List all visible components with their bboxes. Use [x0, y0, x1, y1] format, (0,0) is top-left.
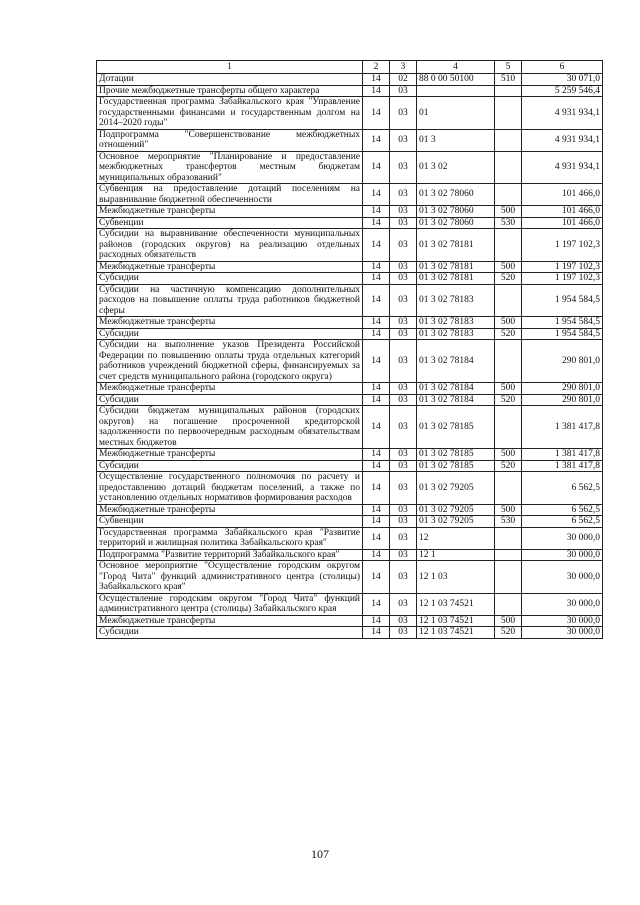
row-subsection: 03: [390, 151, 417, 184]
row-amount: 1 954 584,5: [522, 328, 603, 340]
row-expense-type: [495, 85, 522, 97]
row-section: 14: [363, 206, 390, 218]
table-row: [97, 383, 603, 395]
row-name: Субсидии: [97, 627, 363, 639]
budget-table: [96, 60, 603, 639]
row-section: 14: [363, 549, 390, 561]
row-target-article: 12: [417, 527, 495, 549]
row-target-article: 12 1 03 74521: [417, 627, 495, 639]
row-expense-type: 500: [495, 383, 522, 395]
row-section: 14: [363, 561, 390, 594]
row-amount: 4 931 934,1: [522, 151, 603, 184]
row-subsection: 03: [390, 273, 417, 285]
row-target-article: 12 1 03 74521: [417, 593, 495, 615]
row-amount: 1 954 584,5: [522, 284, 603, 317]
row-expense-type: [495, 593, 522, 615]
row-subsection: 03: [390, 328, 417, 340]
row-section: 14: [363, 184, 390, 206]
row-name: Субвенции: [97, 516, 363, 528]
row-expense-type: 530: [495, 516, 522, 528]
row-expense-type: [495, 284, 522, 317]
row-name: Межбюджетные трансферты: [97, 615, 363, 627]
row-expense-type: 520: [495, 627, 522, 639]
row-name: Субсидии бюджетам муниципальных районов (городских округов) на погашение просроченной кредиторской задолженности по первоочередным расходным обязательствам местных бюджетов: [97, 406, 363, 449]
table-row: [97, 504, 603, 516]
row-target-article: 01 3: [417, 129, 495, 151]
row-amount: 1 381 417,8: [522, 460, 603, 472]
row-target-article: 01: [417, 97, 495, 130]
row-section: 14: [363, 328, 390, 340]
row-expense-type: [495, 340, 522, 383]
row-name: Субсидии на выполнение указов Президента Российской Федерации по повышению оплаты труда отдельных категорий работников учреждений бюджетной сферы, финансируемых за счет средств муниципального района (городского округа): [97, 340, 363, 383]
row-name: Государственная программа Забайкальского края "Развитие территорий и жилищная политика Забайкальского края": [97, 527, 363, 549]
row-subsection: 03: [390, 394, 417, 406]
row-section: 14: [363, 460, 390, 472]
row-expense-type: [495, 549, 522, 561]
row-expense-type: [495, 229, 522, 262]
row-expense-type: 500: [495, 615, 522, 627]
row-target-article: 88 0 00 50100: [417, 74, 495, 86]
row-amount: 30 000,0: [522, 627, 603, 639]
row-section: 14: [363, 151, 390, 184]
row-expense-type: 520: [495, 328, 522, 340]
row-target-article: 01 3 02 78184: [417, 383, 495, 395]
row-section: 14: [363, 449, 390, 461]
table-row: [97, 151, 603, 184]
table-row: [97, 406, 603, 449]
row-amount: 290 801,0: [522, 394, 603, 406]
row-section: 14: [363, 627, 390, 639]
table-row: [97, 217, 603, 229]
row-subsection: 03: [390, 627, 417, 639]
table-row: [97, 449, 603, 461]
row-subsection: 03: [390, 549, 417, 561]
row-section: 14: [363, 129, 390, 151]
table-row: [97, 85, 603, 97]
row-expense-type: [495, 561, 522, 594]
row-subsection: 03: [390, 527, 417, 549]
row-name: Субсидии: [97, 273, 363, 285]
row-subsection: 03: [390, 129, 417, 151]
row-section: 14: [363, 406, 390, 449]
row-name: Межбюджетные трансферты: [97, 449, 363, 461]
row-subsection: 03: [390, 97, 417, 130]
row-subsection: 03: [390, 261, 417, 273]
row-subsection: 03: [390, 284, 417, 317]
row-expense-type: 520: [495, 394, 522, 406]
table-body: [97, 74, 603, 639]
row-section: 14: [363, 284, 390, 317]
row-section: 14: [363, 217, 390, 229]
row-section: 14: [363, 527, 390, 549]
row-amount: 1 381 417,8: [522, 406, 603, 449]
table-row: [97, 97, 603, 130]
table-header-row: [97, 61, 603, 74]
row-target-article: 01 3 02 79205: [417, 472, 495, 505]
row-expense-type: [495, 151, 522, 184]
row-target-article: 01 3 02 78060: [417, 184, 495, 206]
row-name: Субвенция на предоставление дотаций поселениям на выравнивание бюджетной обеспеченности: [97, 184, 363, 206]
table-row: [97, 184, 603, 206]
table-row: [97, 527, 603, 549]
table-row: [97, 261, 603, 273]
row-expense-type: [495, 472, 522, 505]
row-section: 14: [363, 383, 390, 395]
row-subsection: 03: [390, 85, 417, 97]
row-expense-type: 500: [495, 317, 522, 329]
row-section: 14: [363, 97, 390, 130]
row-target-article: 01 3 02 78184: [417, 340, 495, 383]
row-expense-type: 500: [495, 206, 522, 218]
row-name: Дотации: [97, 74, 363, 86]
row-section: 14: [363, 394, 390, 406]
row-name: Прочие межбюджетные трансферты общего характера: [97, 85, 363, 97]
row-target-article: 12 1 03: [417, 561, 495, 594]
row-amount: 6 562,5: [522, 504, 603, 516]
row-target-article: 01 3 02 78185: [417, 406, 495, 449]
row-expense-type: 500: [495, 261, 522, 273]
row-section: 14: [363, 229, 390, 262]
row-target-article: 01 3 02 78184: [417, 394, 495, 406]
row-expense-type: 500: [495, 504, 522, 516]
row-name: Межбюджетные трансферты: [97, 504, 363, 516]
row-name: Межбюджетные трансферты: [97, 206, 363, 218]
row-target-article: [417, 85, 495, 97]
table-row: [97, 460, 603, 472]
row-name: Осуществление государственного полномочия по расчету и предоставлению дотаций бюджетам поселений, а также по установлению отдельных нормативов формирования расходов: [97, 472, 363, 505]
row-expense-type: 530: [495, 217, 522, 229]
row-section: 14: [363, 615, 390, 627]
row-target-article: 01 3 02 79205: [417, 504, 495, 516]
row-amount: 30 000,0: [522, 593, 603, 615]
row-section: 14: [363, 273, 390, 285]
row-amount: 5 259 546,4: [522, 85, 603, 97]
row-subsection: 03: [390, 460, 417, 472]
row-subsection: 03: [390, 406, 417, 449]
row-amount: 6 562,5: [522, 472, 603, 505]
row-name: Межбюджетные трансферты: [97, 317, 363, 329]
row-name: Основное мероприятие "Осуществление городским округом "Город Чита" функций административного центра (столицы) Забайкальского края": [97, 561, 363, 594]
table-row: [97, 561, 603, 594]
row-name: Подпрограмма "Совершенствование межбюджетных отношений": [97, 129, 363, 151]
table-row: [97, 273, 603, 285]
row-target-article: 01 3 02 78181: [417, 273, 495, 285]
row-amount: 290 801,0: [522, 340, 603, 383]
row-target-article: 01 3 02 78181: [417, 261, 495, 273]
header-col-5: 5: [495, 61, 522, 74]
row-amount: 6 562,5: [522, 516, 603, 528]
row-target-article: 01 3 02: [417, 151, 495, 184]
row-amount: 1 381 417,8: [522, 449, 603, 461]
row-amount: 1 954 584,5: [522, 317, 603, 329]
row-name: Осуществление городским округом "Город Чита" функций административного центра (столицы) Забайкальского края: [97, 593, 363, 615]
row-target-article: 01 3 02 79205: [417, 516, 495, 528]
table-row: [97, 328, 603, 340]
row-subsection: 03: [390, 449, 417, 461]
row-section: 14: [363, 74, 390, 86]
row-amount: 290 801,0: [522, 383, 603, 395]
row-name: Субсидии: [97, 394, 363, 406]
row-target-article: 01 3 02 78183: [417, 328, 495, 340]
row-subsection: 03: [390, 615, 417, 627]
row-expense-type: 520: [495, 273, 522, 285]
row-subsection: 03: [390, 383, 417, 395]
row-section: 14: [363, 504, 390, 516]
row-section: 14: [363, 85, 390, 97]
row-expense-type: 520: [495, 460, 522, 472]
row-subsection: 03: [390, 593, 417, 615]
table-row: [97, 74, 603, 86]
row-section: 14: [363, 516, 390, 528]
row-section: 14: [363, 340, 390, 383]
row-subsection: 03: [390, 340, 417, 383]
row-target-article: 01 3 02 78060: [417, 206, 495, 218]
row-target-article: 12 1: [417, 549, 495, 561]
row-target-article: 01 3 02 78183: [417, 284, 495, 317]
row-target-article: 01 3 02 78181: [417, 229, 495, 262]
row-target-article: 01 3 02 78060: [417, 217, 495, 229]
row-subsection: 03: [390, 504, 417, 516]
row-amount: 30 000,0: [522, 561, 603, 594]
row-amount: 101 466,0: [522, 217, 603, 229]
row-section: 14: [363, 593, 390, 615]
row-name: Межбюджетные трансферты: [97, 383, 363, 395]
table-row: [97, 472, 603, 505]
row-name: Субсидии на выравнивание обеспеченности муниципальных районов (городских округов) на реализацию отдельных расходных обязательств: [97, 229, 363, 262]
table-row: [97, 340, 603, 383]
row-amount: 4 931 934,1: [522, 97, 603, 130]
row-amount: 101 466,0: [522, 206, 603, 218]
table-row: [97, 516, 603, 528]
header-col-4: 4: [417, 61, 495, 74]
row-amount: 30 000,0: [522, 549, 603, 561]
row-name: Подпрограмма "Развитие территорий Забайкальского края": [97, 549, 363, 561]
row-amount: 30 000,0: [522, 615, 603, 627]
row-expense-type: [495, 129, 522, 151]
row-name: Субсидии: [97, 328, 363, 340]
row-name: Субсидии: [97, 460, 363, 472]
table-row: [97, 627, 603, 639]
page-number: 107: [311, 847, 329, 861]
table-row: [97, 129, 603, 151]
row-subsection: 02: [390, 74, 417, 86]
header-col-3: 3: [390, 61, 417, 74]
row-section: 14: [363, 472, 390, 505]
row-target-article: 01 3 02 78185: [417, 449, 495, 461]
row-subsection: 03: [390, 184, 417, 206]
row-target-article: 01 3 02 78185: [417, 460, 495, 472]
row-target-article: 01 3 02 78183: [417, 317, 495, 329]
row-subsection: 03: [390, 317, 417, 329]
table-row: [97, 549, 603, 561]
row-name: Основное мероприятие "Планирование и предоставление межбюджетных трансфертов местным бюджетам муниципальных образований": [97, 151, 363, 184]
row-target-article: 12 1 03 74521: [417, 615, 495, 627]
row-expense-type: [495, 184, 522, 206]
header-col-1: 1: [97, 61, 363, 74]
row-amount: 1 197 102,3: [522, 261, 603, 273]
row-subsection: 03: [390, 229, 417, 262]
header-col-2: 2: [363, 61, 390, 74]
table-row: [97, 206, 603, 218]
table-row: [97, 593, 603, 615]
row-name: Субвенции: [97, 217, 363, 229]
row-amount: 30 071,0: [522, 74, 603, 86]
table-row: [97, 615, 603, 627]
table-row: [97, 284, 603, 317]
row-expense-type: 500: [495, 449, 522, 461]
row-section: 14: [363, 317, 390, 329]
header-col-6: 6: [522, 61, 603, 74]
row-amount: 1 197 102,3: [522, 229, 603, 262]
row-amount: 30 000,0: [522, 527, 603, 549]
row-name: Межбюджетные трансферты: [97, 261, 363, 273]
row-subsection: 03: [390, 217, 417, 229]
row-amount: 101 466,0: [522, 184, 603, 206]
row-expense-type: [495, 406, 522, 449]
row-name: Субсидии на частичную компенсацию дополнительных расходов на повышение оплаты труда работников бюджетной сферы: [97, 284, 363, 317]
table-row: [97, 394, 603, 406]
table-row: [97, 229, 603, 262]
row-amount: 1 197 102,3: [522, 273, 603, 285]
row-subsection: 03: [390, 206, 417, 218]
row-section: 14: [363, 261, 390, 273]
row-expense-type: [495, 97, 522, 130]
row-expense-type: [495, 527, 522, 549]
row-name: Государственная программа Забайкальского края "Управление государственными финансами и государственным долгом на 2014–2020 годы": [97, 97, 363, 130]
row-subsection: 03: [390, 472, 417, 505]
row-expense-type: 510: [495, 74, 522, 86]
table-row: [97, 317, 603, 329]
row-subsection: 03: [390, 516, 417, 528]
row-amount: 4 931 934,1: [522, 129, 603, 151]
row-subsection: 03: [390, 561, 417, 594]
